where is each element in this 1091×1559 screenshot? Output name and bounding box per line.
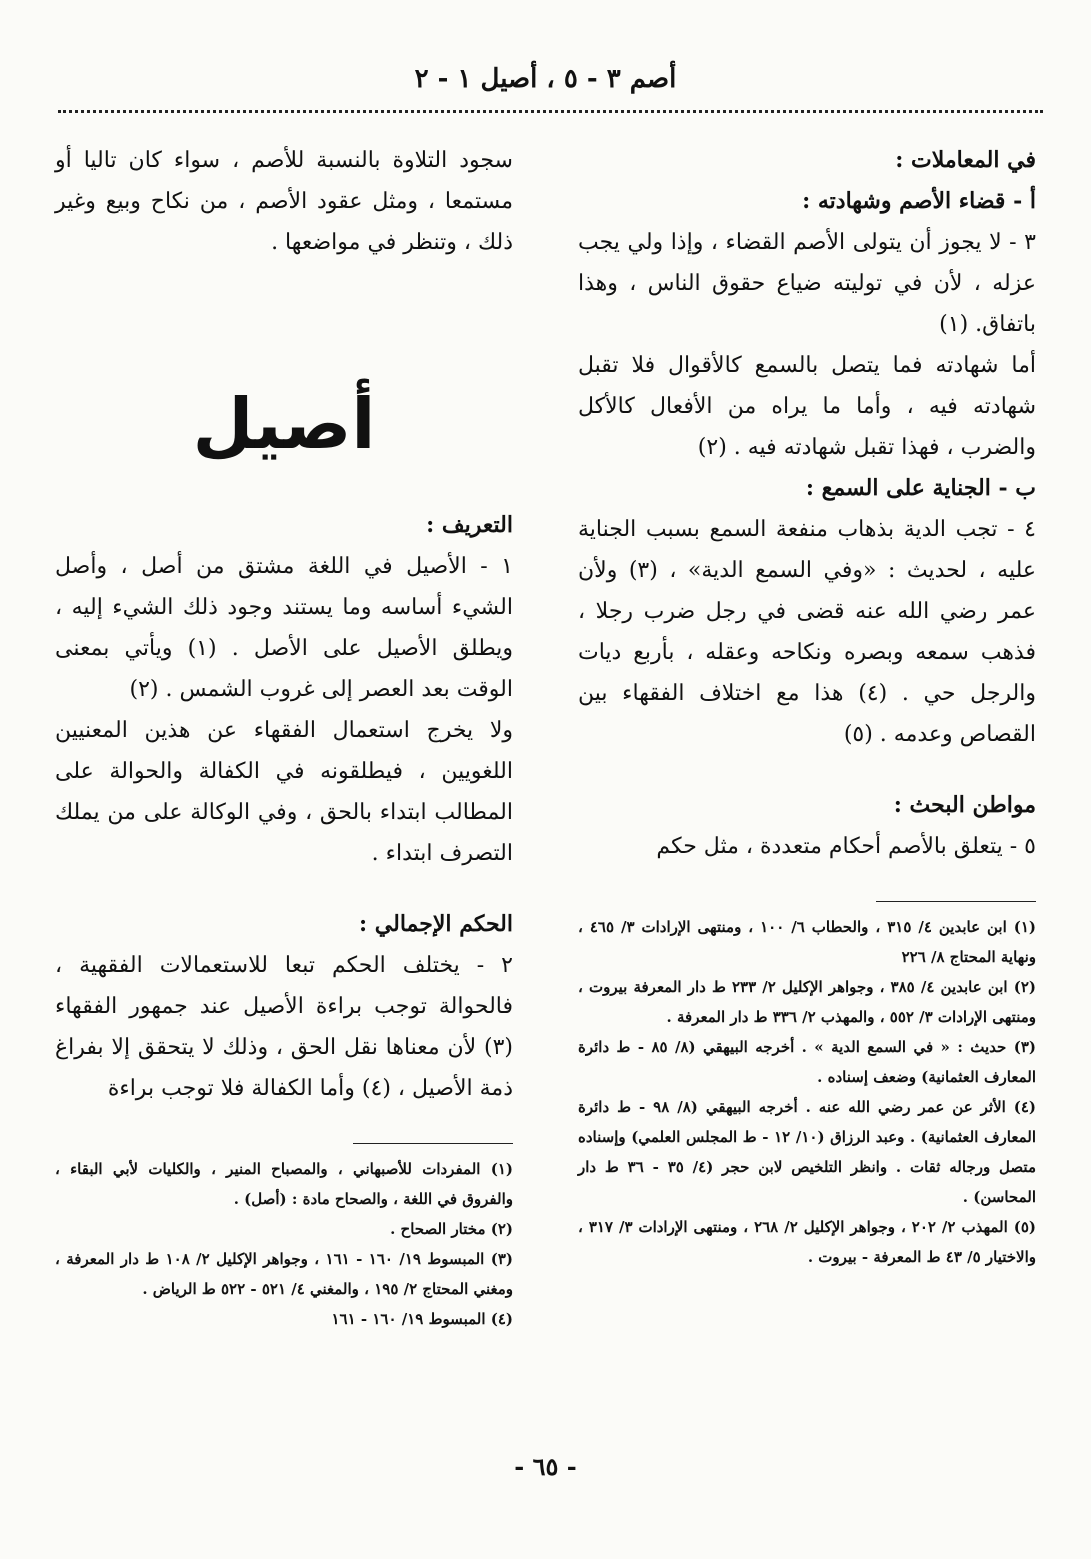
footnote: (٣) المبسوط ١٩/ ١٦٠ - ١٦١ ، وجواهر الإكليل ٢/ ١٠٨ ط دار المعرفة ، ومغني المحتاج ٢/ ١٩٥ ، والمغني ٤/ ٥٢١ - ٥٢٢ ط الرياض . bbox=[55, 1250, 514, 1298]
paragraph: ٤ - تجب الدية بذهاب منفعة السمع بسبب الجناية عليه ، لحديث : «وفي السمع الدية» ، (٣) ولأن عمر رضي الله عنه قضى في رجل ضرب رجلا ، فذهب سمعه وبصره ونكاحه وعقله ، بأربع ديات والرجل حي . (٤) هذا مع اختلاف الفقهاء بين القصاص وعدمه . (٥) bbox=[578, 517, 1037, 747]
paragraph: سجود التلاوة بالنسبة للأصم ، سواء كان تاليا أو مستمعا ، ومثل عقود الأصم ، من نكاح وبيع وغير ذلك ، وتنظر في مواضعها . bbox=[55, 148, 513, 255]
paragraph: ولا يخرج استعمال الفقهاء عن هذين المعنيين اللغويين ، فيطلقونه في الكفالة والحوالة على المطالب ابتداء بالحق ، وفي الوكالة على من يملك التصرف ابتداء . bbox=[55, 718, 513, 866]
paragraph: أ - قضاء الأصم وشهادته : bbox=[802, 188, 1036, 214]
left-column bbox=[55, 140, 513, 1334]
footnote: (٥) المهذب ٢/ ٢٠٢ ، وجواهر الإكليل ٢/ ٢٦٨ ، ومنتهى الإرادات ٣/ ٣١٧ ، والاختيار ٥/ ٤٣ ط المعرفة - بيروت . bbox=[578, 1218, 1037, 1266]
footnotes bbox=[55, 1154, 513, 1334]
paragraph: ٣ - لا يجوز أن يتولى الأصم القضاء ، وإذا ولي يجب عزله ، لأن في توليته ضياع حقوق الناس ، وهذا باتفاق. (١) bbox=[578, 230, 1036, 337]
paragraph: ٥ - يتعلق بالأصم أحكام متعددة ، مثل حكم bbox=[656, 834, 1036, 859]
paragraph: التعريف : bbox=[426, 512, 513, 538]
footnote-divider bbox=[876, 901, 1036, 902]
paragraph: مواطن البحث : bbox=[893, 792, 1036, 818]
footnote: (٢) ابن عابدين ٤/ ٣٨٥ ، وجواهر الإكليل ٢/ ٢٣٣ ط دار المعرفة بيروت ، ومنتهى الإرادات ٣/ ٥٥٢ ، والمهذب ٢/ ٣٣٦ ط دار المعرفة . bbox=[578, 978, 1037, 1026]
paragraph: في المعاملات : bbox=[895, 147, 1036, 173]
paragraph: ١ - الأصيل في اللغة مشتق من أصل ، وأصل الشيء أساسه وما يستند وجود ذلك الشيء إليه ، ويطلق الأصيل على الأصل . (١) ويأتي بمعنى الوقت بعد العصر إلى غروب الشمس . (٢) bbox=[55, 554, 513, 702]
running-head: أصم ٣ - ٥ ، أصيل ١ - ٢ bbox=[414, 64, 677, 94]
paragraph: أما شهادته فما يتصل بالسمع كالأقوال فلا تقبل شهادته فيه ، وأما ما يراه من الأفعال كالأكل والضرب ، فهذا تقبل شهادته فيه . (٢) bbox=[578, 353, 1036, 460]
header-divider bbox=[58, 110, 1043, 113]
footnote-divider bbox=[353, 1143, 513, 1144]
footnote: (٤) الأثر عن عمر رضي الله عنه . أخرجه البيهقي (٨/ ٩٨ - ط دائرة المعارف العثمانية) . وعبد الرزاق (١٠/ ١٢ - ط المجلس العلمي) وإسناده متصل ورجاله ثقات . وانظر التلخيص لابن حجر (٤/ ٣٥ - ٣٦ ط دار المحاسن) . bbox=[578, 1098, 1037, 1206]
footnote: (١) المفردات للأصبهاني ، والمصباح المنير ، والكليات لأبي البقاء ، والفروق في اللغة ، والصحاح مادة : (أصل) . bbox=[55, 1160, 513, 1208]
page-number: - ٦٥ - bbox=[514, 1452, 577, 1481]
entry-title: أصيل bbox=[192, 383, 376, 465]
footnote: (١) ابن عابدين ٤/ ٣١٥ ، والحطاب ٦/ ١٠٠ ، ومنتهى الإرادات ٣/ ٤٦٥ ، ونهاية المحتاج ٨/ ٢٢٦ bbox=[578, 918, 1036, 966]
paragraph: ٢ - يختلف الحكم تبعا للاستعمالات الفقهية ، فالحوالة توجب براءة الأصيل عند جمهور الفقهاء (٣) لأن معناها نقل الحق ، وذلك لا يتحقق إلا بفراغ ذمة الأصيل ، (٤) وأما الكفالة فلا توجب براءة bbox=[55, 953, 513, 1101]
footnote: (٢) مختار الصحاح . bbox=[390, 1220, 513, 1238]
paragraph: الحكم الإجمالي : bbox=[359, 911, 513, 937]
right-column bbox=[578, 140, 1036, 1272]
footnotes bbox=[578, 912, 1036, 1272]
footnote: (٣) حديث : « في السمع الدية » . أخرجه البيهقي (٨/ ٨٥ - ط دائرة المعارف العثمانية) وضعف إسناده . bbox=[578, 1038, 1036, 1086]
paragraph: ب - الجناية على السمع : bbox=[805, 475, 1036, 501]
footnote: (٤) المبسوط ١٩/ ١٦٠ - ١٦١ bbox=[331, 1310, 513, 1328]
